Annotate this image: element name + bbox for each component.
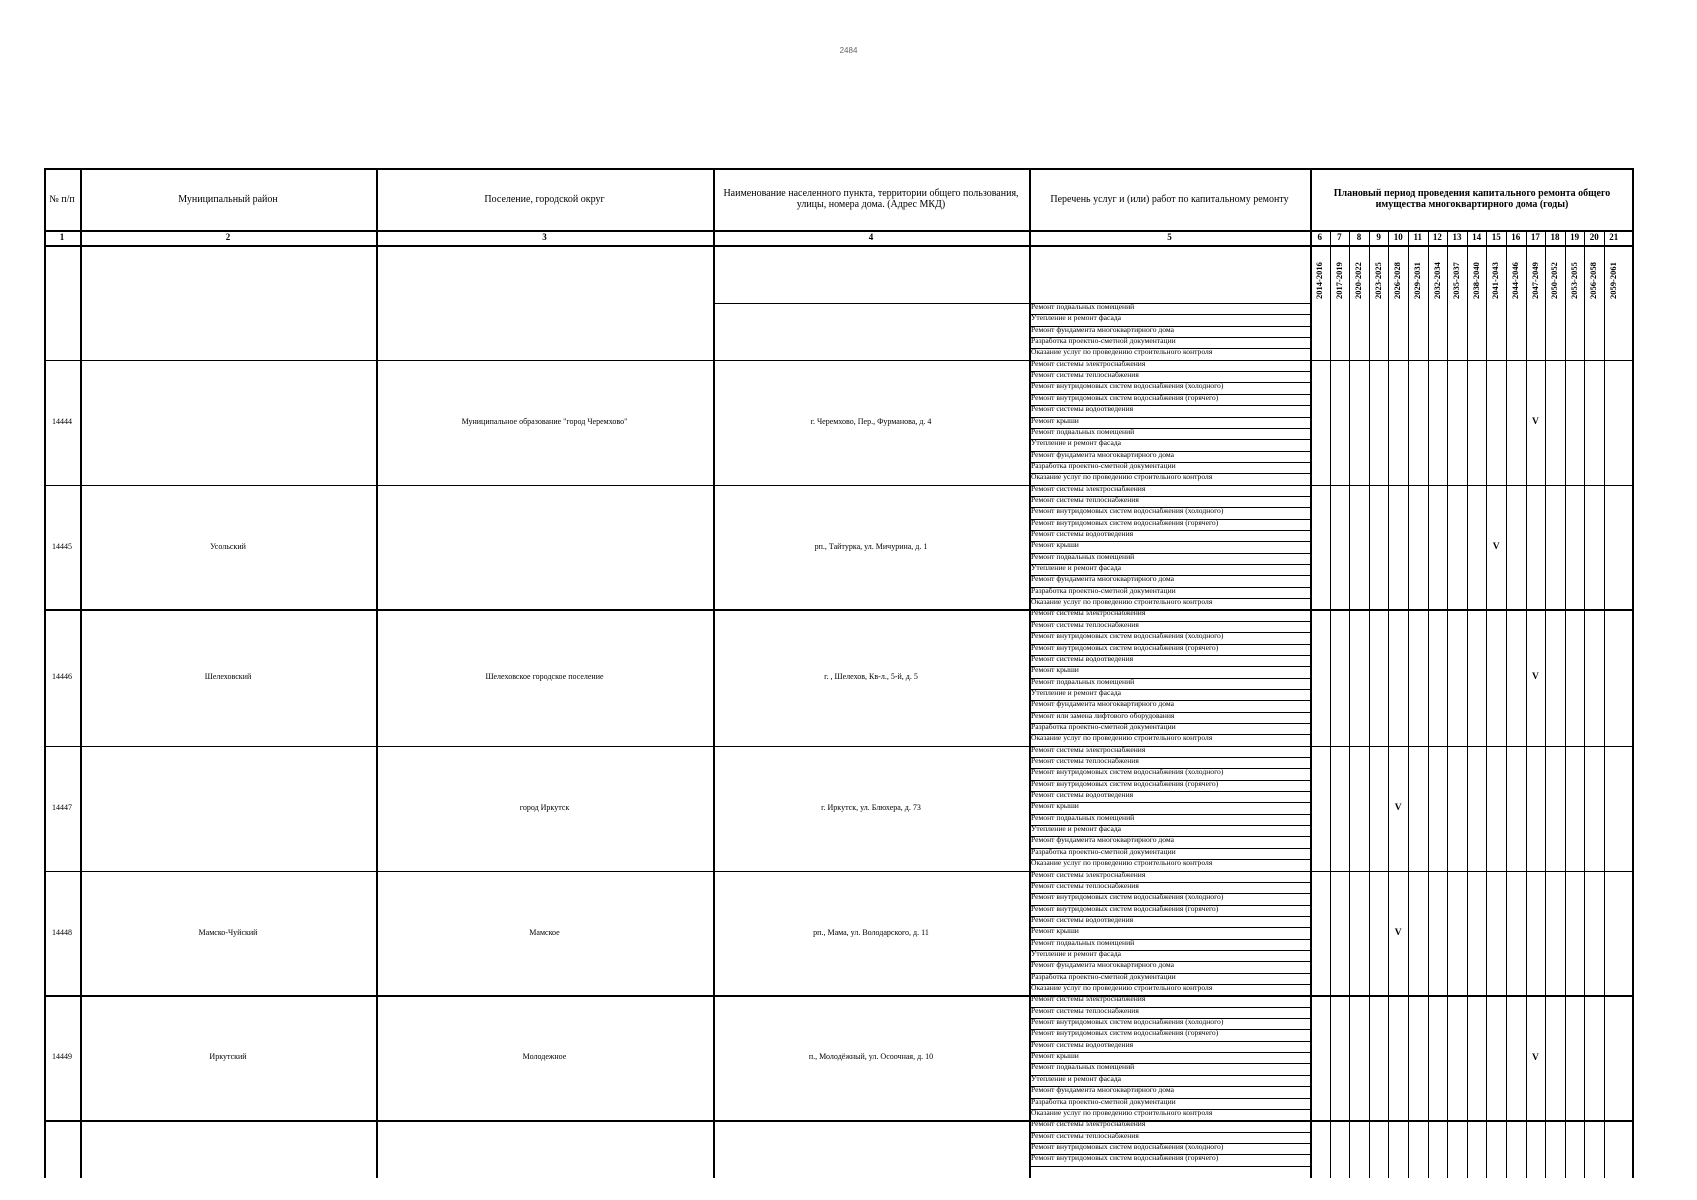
service-item: Ремонт крыши (1031, 801, 1079, 811)
year-period-label: 2056-2058 (1588, 262, 1599, 299)
service-item: Оказание услуг по проведению строительного контроля (1031, 733, 1213, 743)
service-item: Ремонт системы водоотведения (1031, 914, 1134, 924)
row-number: 14448 (52, 927, 72, 937)
service-item: Ремонт системы теплоснабжения (1031, 494, 1139, 504)
service-item: Ремонт внутридомовых систем водоснабжения (холодного) (1031, 767, 1224, 777)
year-period-label: 2032-2034 (1431, 262, 1442, 299)
service-item: Ремонт внутридомовых систем водоснабжения (горячего) (1031, 642, 1219, 652)
column-number: 21 (1609, 232, 1619, 243)
column-number: 7 (1337, 232, 1342, 243)
service-item: Оказание услуг по проведению строительного контроля (1031, 472, 1213, 482)
service-rule (1029, 1166, 1310, 1167)
row-district: Шелеховский (204, 672, 252, 682)
row-address: рп., Мама, ул. Володарского, д. 11 (813, 927, 929, 937)
column-number: 9 (1376, 232, 1381, 243)
column-number: 10 (1393, 232, 1403, 243)
service-item: Оказание услуг по проведению строительного контроля (1031, 858, 1213, 868)
row-rule (44, 609, 1634, 611)
year-period-label: 2023-2025 (1372, 262, 1383, 299)
service-item: Ремонт системы электроснабжения (1031, 1119, 1146, 1129)
header-address: Наименование населенного пункта, территории общего пользования, улицы, номера дома. (Адрес МКД) (723, 188, 1019, 210)
service-item: Ремонт системы теплоснабжения (1031, 880, 1139, 890)
column-number: 4 (868, 232, 874, 243)
column-number: 1 (59, 232, 65, 243)
row-settlement: Мамское (529, 927, 560, 937)
service-item: Ремонт внутридомовых систем водоснабжения (холодного) (1031, 631, 1224, 641)
year-period-label: 2053-2055 (1568, 262, 1579, 299)
year-column-rule (1349, 230, 1350, 1178)
column-number: 13 (1452, 232, 1462, 243)
service-item: Ремонт системы электроснабжения (1031, 608, 1146, 618)
column-number: 20 (1589, 232, 1599, 243)
service-item: Ремонт внутридомовых систем водоснабжения (холодного) (1031, 892, 1224, 902)
header-num: № п/п (49, 193, 75, 205)
row-number: 14447 (52, 802, 72, 812)
service-item: Утепление и ремонт фасада (1031, 313, 1122, 323)
year-period-label: 2041-2043 (1490, 262, 1501, 299)
year-period-label: 2017-2019 (1333, 262, 1344, 299)
year-column-rule (1604, 230, 1605, 1178)
row-number: 14446 (52, 672, 72, 682)
column-number: 5 (1167, 232, 1172, 243)
service-item: Ремонт подвальных помещений (1031, 812, 1135, 822)
header-rule (44, 245, 1634, 247)
service-item: Ремонт внутридомовых систем водоснабжения (холодного) (1031, 1017, 1224, 1027)
planned-period-mark: V (1394, 927, 1402, 938)
row-district: Усольский (210, 541, 246, 551)
header-district: Муниципальный район (178, 193, 278, 205)
service-item: Ремонт системы теплоснабжения (1031, 619, 1139, 629)
row-address: г. , Шелехов, Кв-л., 5-й, д. 5 (824, 672, 918, 682)
row-rule (44, 1120, 1634, 1122)
service-item: Оказание услуг по проведению строительного контроля (1031, 347, 1213, 357)
row-rule (44, 995, 1634, 997)
year-period-label: 2038-2040 (1470, 262, 1481, 299)
year-period-label: 2035-2037 (1451, 262, 1462, 299)
year-column-rule (1369, 230, 1370, 1178)
column-number: 8 (1356, 232, 1362, 243)
service-item: Ремонт внутридомовых систем водоснабжения (холодного) (1031, 381, 1224, 391)
service-item: Ремонт системы электроснабжения (1031, 869, 1146, 879)
year-period-label: 2047-2049 (1529, 262, 1540, 299)
service-item: Разработка проектно-сметной документации (1031, 460, 1176, 470)
row-number: 14449 (52, 1052, 72, 1062)
column-number: 11 (1413, 232, 1423, 243)
service-item: Оказание услуг по проведению строительного контроля (1031, 983, 1213, 992)
service-item: Ремонт системы электроснабжения (1031, 358, 1146, 368)
row-district (80, 802, 376, 814)
year-column-rule (1486, 230, 1487, 1178)
year-period-label: 2050-2052 (1549, 262, 1560, 299)
service-item: Утепление и ремонт фасада (1031, 948, 1122, 958)
service-item: Ремонт системы теплоснабжения (1031, 1005, 1139, 1015)
service-item: Ремонт фундамента многоквартирного дома (1031, 835, 1175, 845)
service-item: Ремонт подвальных помещений (1031, 302, 1135, 311)
year-period-label: 2014-2016 (1314, 262, 1324, 299)
row-settlement: Молодежное (522, 1052, 567, 1062)
service-item: Ремонт внутридомовых систем водоснабжения (горячего) (1031, 1153, 1219, 1163)
row-settlement: Шелеховское городское поселение (485, 672, 604, 682)
year-period-label: 2029-2031 (1412, 262, 1422, 299)
planned-period-mark: V (1492, 541, 1500, 552)
service-item: Ремонт подвальных помещений (1031, 426, 1135, 436)
column-number: 6 (1317, 232, 1323, 243)
row-settlement (376, 541, 713, 553)
service-item: Ремонт подвальных помещений (1031, 937, 1135, 947)
column-number: 14 (1472, 232, 1482, 243)
header-services: Перечень услуг и (или) работ по капитальному ремонту (1050, 193, 1289, 205)
column-number: 2 (225, 232, 231, 243)
service-item: Утепление и ремонт фасада (1031, 824, 1122, 834)
column-number: 16 (1511, 232, 1521, 243)
year-column-rule (1506, 230, 1507, 1178)
service-item: Ремонт внутридомовых систем водоснабжения (горячего) (1031, 392, 1219, 402)
row-rule (44, 871, 1634, 873)
year-period-label: 2026-2028 (1392, 262, 1403, 299)
year-period-label: 2020-2022 (1353, 262, 1364, 299)
service-item: Ремонт крыши (1031, 540, 1079, 550)
service-item: Ремонт системы теплоснабжения (1031, 1130, 1139, 1140)
service-item: Утепление и ремонт фасада (1031, 438, 1122, 448)
service-item: Ремонт системы электроснабжения (1031, 994, 1146, 1004)
service-item: Ремонт внутридомовых систем водоснабжения (горячего) (1031, 1028, 1219, 1038)
planned-period-mark: V (1531, 672, 1539, 683)
header-settlement: Поселение, городской округ (484, 193, 605, 205)
year-column-rule (1408, 230, 1409, 1178)
service-item: Разработка проектно-сметной документации (1031, 846, 1176, 856)
service-item: Разработка проектно-сметной документации (1031, 971, 1176, 981)
row-rule (44, 485, 1634, 487)
year-column-rule (1428, 230, 1429, 1178)
row-number: 14445 (52, 541, 72, 551)
service-item: Ремонт системы водоотведения (1031, 653, 1134, 663)
row-settlement: город Иркутск (519, 802, 570, 812)
service-item: Разработка проектно-сметной документации (1031, 585, 1176, 595)
service-item: Ремонт внутридомовых систем водоснабжения (горячего) (1031, 517, 1219, 527)
service-item: Оказание услуг по проведению строительного контроля (1031, 597, 1213, 607)
year-column-rule (1330, 230, 1331, 1178)
planned-period-mark: V (1531, 416, 1539, 427)
row-address: рп., Тайтурка, ул. Мичурина, д. 1 (814, 541, 928, 551)
year-period-label: 2044-2046 (1510, 262, 1520, 299)
service-item: Ремонт системы водоотведения (1031, 790, 1134, 800)
service-item: Ремонт системы теплоснабжения (1031, 370, 1139, 380)
service-item: Ремонт внутридомовых систем водоснабжения (холодного) (1031, 506, 1224, 516)
row-address: г. Черемхово, Пер., Фурманова, д. 4 (810, 416, 932, 426)
column-number: 15 (1491, 232, 1501, 243)
service-item: Ремонт подвальных помещений (1031, 551, 1135, 561)
service-item: Разработка проектно-сметной документации (1031, 1096, 1176, 1106)
row-district (80, 416, 376, 428)
row-district: Иркутский (209, 1052, 247, 1062)
service-item: Ремонт фундамента многоквартирного дома (1031, 699, 1175, 709)
service-item: Ремонт системы теплоснабжения (1031, 756, 1139, 765)
service-item: Ремонт системы водоотведения (1031, 1039, 1134, 1049)
column-number: 17 (1530, 232, 1540, 243)
row-settlement: Муниципальное образование "город Черемхово" (461, 416, 628, 426)
service-item: Ремонт крыши (1031, 1051, 1079, 1061)
year-column-rule (1388, 230, 1389, 1178)
year-column-rule (1545, 230, 1546, 1178)
column-number: 19 (1570, 232, 1580, 243)
column-number: 18 (1550, 232, 1560, 243)
service-item: Ремонт системы электроснабжения (1031, 483, 1146, 493)
year-column-rule (1467, 230, 1468, 1178)
year-column-rule (1526, 230, 1527, 1178)
service-item: Ремонт подвальных помещений (1031, 676, 1135, 686)
column-rule (1310, 168, 1312, 1178)
planned-period-mark: V (1394, 802, 1402, 813)
service-item: Ремонт системы водоотведения (1031, 529, 1134, 538)
year-column-rule (1565, 230, 1566, 1178)
table-border-right (1632, 168, 1634, 1178)
row-address: г. Иркутск, ул. Блюхера, д. 73 (821, 802, 921, 812)
service-item: Утепление и ремонт фасада (1031, 1073, 1122, 1083)
service-item: Ремонт крыши (1031, 415, 1079, 425)
planned-period-mark: V (1531, 1052, 1539, 1063)
service-item: Ремонт фундамента многоквартирного дома (1031, 449, 1175, 459)
service-item: Оказание услуг по проведению строительного контроля (1031, 1107, 1213, 1117)
page-number: 2484 (839, 46, 858, 55)
service-item: Ремонт внутридомовых систем водоснабжения (горячего) (1031, 903, 1219, 913)
service-item: Ремонт внутридомовых систем водоснабжения (горячего) (1031, 778, 1219, 788)
year-column-rule (1447, 230, 1448, 1178)
year-column-rule (1584, 230, 1585, 1178)
service-item: Ремонт подвальных помещений (1031, 1062, 1135, 1072)
column-number: 3 (542, 232, 547, 243)
service-item: Ремонт фундамента многоквартирного дома (1031, 324, 1175, 334)
service-item: Разработка проектно-сметной документации (1031, 721, 1176, 731)
row-address: п., Молодёжный, ул. Осоочная, д. 10 (808, 1052, 934, 1062)
service-item: Утепление и ремонт фасада (1031, 687, 1122, 697)
year-period-label: 2059-2061 (1608, 262, 1618, 299)
service-item: Ремонт системы водоотведения (1031, 404, 1134, 414)
service-item: Ремонт фундамента многоквартирного дома (1031, 1085, 1175, 1095)
service-item: Ремонт фундамента многоквартирного дома (1031, 574, 1175, 584)
service-item: Ремонт или замена лифтового оборудования (1031, 710, 1175, 720)
service-item: Утепление и ремонт фасада (1031, 563, 1122, 573)
service-item: Ремонт крыши (1031, 665, 1079, 675)
column-number: 12 (1432, 232, 1442, 243)
service-item: Разработка проектно-сметной документации (1031, 336, 1176, 346)
service-item: Ремонт внутридомовых систем водоснабжения (холодного) (1031, 1141, 1224, 1151)
row-number: 14444 (52, 416, 72, 426)
row-rule (44, 746, 1634, 748)
row-district: Мамско-Чуйский (198, 927, 258, 937)
row-rule (44, 360, 1634, 362)
service-item: Ремонт системы электроснабжения (1031, 744, 1146, 754)
service-item: Ремонт крыши (1031, 926, 1079, 936)
service-item: Ремонт фундамента многоквартирного дома (1031, 960, 1175, 970)
header-period: Плановый период проведения капитального ремонта общего имущества многоквартирного дома (годы) (1333, 188, 1611, 210)
